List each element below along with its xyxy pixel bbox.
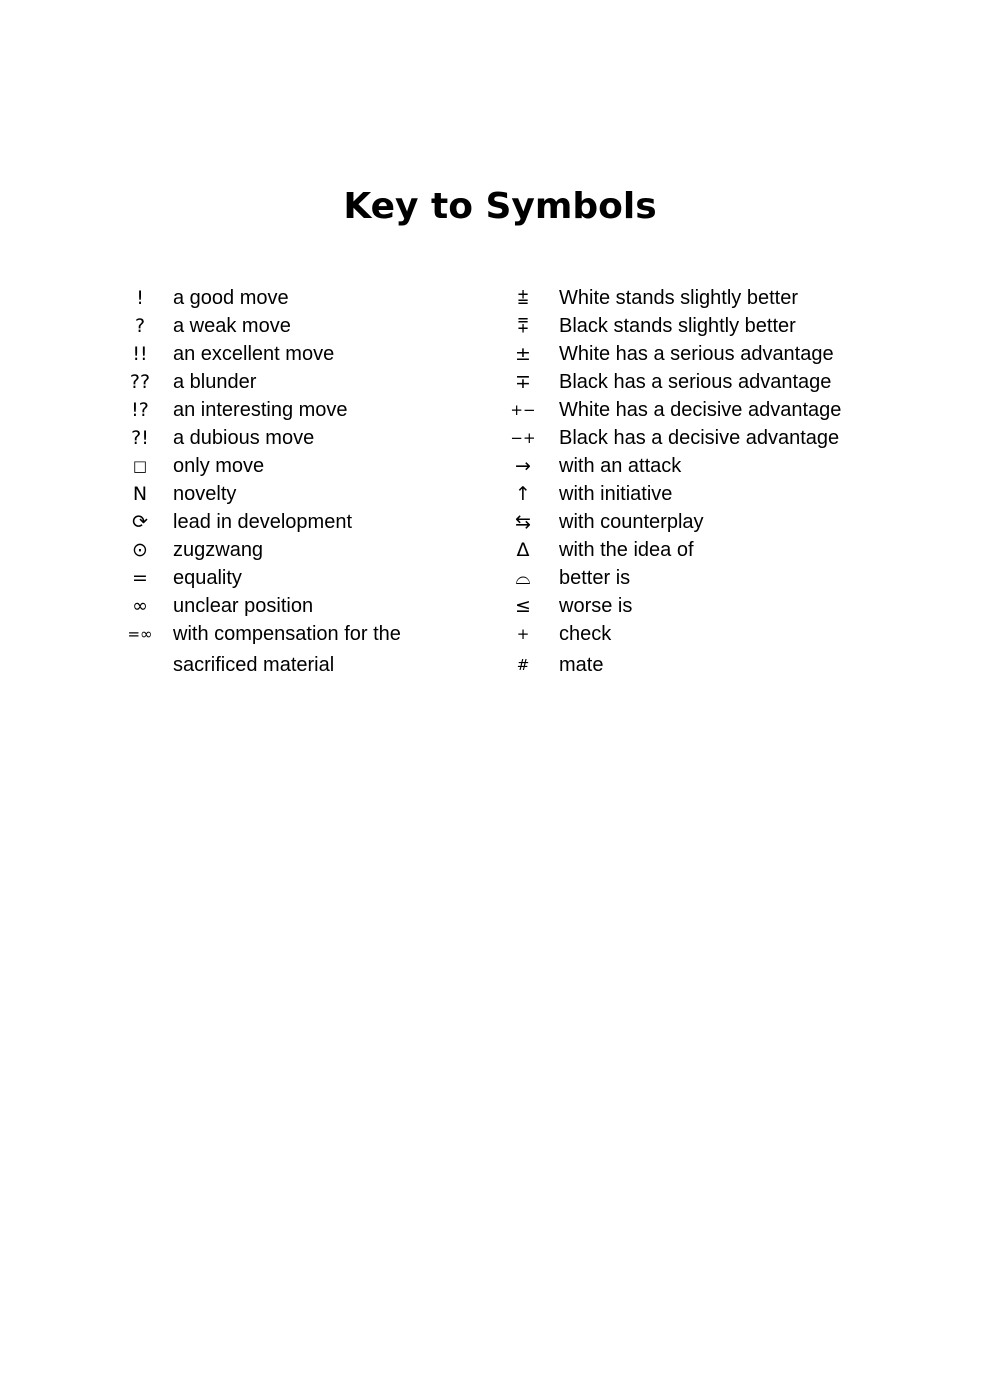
excellent-move-symbol: !! [132,343,148,365]
compensation-label: with compensation for the [173,623,401,645]
symbol-row-with-attack [506,452,886,480]
interesting-move-label: an interesting move [173,399,348,421]
symbol-row-worse-is [506,592,886,620]
lead-in-development-label: lead in development [173,511,353,533]
black-serious-advantage-symbol: ∓ [515,371,531,393]
symbol-row-zugzwang [120,536,480,564]
blunder-symbol: ?? [129,371,151,393]
symbols-left-column [120,284,480,682]
weak-move-label: a weak move [173,315,291,337]
dubious-move-symbol: ?! [131,427,149,449]
novelty-label: novelty [173,483,237,505]
only-move-symbol: □ [132,457,148,475]
symbol-row-white-slightly-better [506,284,886,312]
good-move-label: a good move [173,287,289,309]
mate-symbol: # [516,656,530,674]
with-initiative-label: with initiative [559,483,673,505]
black-decisive-advantage-symbol: −+ [510,429,536,447]
symbol-row-compensation-continued [120,648,480,682]
symbol-row-equality [120,564,480,592]
symbol-row-only-move [120,452,480,480]
novelty-symbol: N [132,483,148,505]
equality-symbol: = [132,567,148,589]
counterplay-arrows-icon: ⇆ [515,511,531,533]
excellent-move-label: an excellent move [173,343,335,365]
symbol-row-white-decisive-advantage [506,396,886,424]
symbol-row-unclear-position [120,592,480,620]
better-is-label: better is [559,567,631,589]
symbol-row-lead-in-development [120,508,480,536]
symbol-row-black-slightly-better [506,312,886,340]
black-slightly-better-symbol: ⩱ [517,315,529,337]
idea-of-label: with the idea of [559,539,694,561]
symbol-row-dubious-move [120,424,480,452]
initiative-arrow-icon: ↑ [515,483,531,505]
white-decisive-advantage-symbol: +− [510,401,536,419]
blunder-label: a blunder [173,371,257,393]
better-is-symbol: ⌓ [515,567,531,589]
check-label: check [559,623,612,645]
white-serious-advantage-symbol: ± [515,343,531,365]
worse-is-label: worse is [559,595,633,617]
symbol-row-interesting-move [120,396,480,424]
symbols-right-column [506,284,886,682]
page-title: Key to Symbols [343,186,657,227]
good-move-symbol: ! [136,287,144,309]
symbol-row-with-counterplay [506,508,886,536]
symbol-row-black-serious-advantage [506,368,886,396]
weak-move-symbol: ? [134,315,146,337]
worse-is-symbol: ≤ [515,595,531,617]
check-symbol: + [516,625,530,643]
compensation-continued-label: sacrificed material [173,654,335,676]
dubious-move-label: a dubious move [173,427,315,449]
white-serious-advantage-label: White has a serious advantage [559,343,834,365]
black-serious-advantage-label: Black has a serious advantage [559,371,832,393]
symbol-row-mate [506,648,886,682]
symbol-row-novelty [120,480,480,508]
lead-in-development-symbol: ⟳ [132,511,148,533]
white-slightly-better-label: White stands slightly better [559,287,798,309]
black-slightly-better-label: Black stands slightly better [559,315,796,337]
mate-label: mate [559,654,604,676]
symbol-row-blunder [120,368,480,396]
attack-arrow-icon: → [515,455,531,477]
with-counterplay-label: with counterplay [559,511,704,533]
symbol-row-with-initiative [506,480,886,508]
symbol-row-weak-move [120,312,480,340]
symbol-row-better-is [506,564,886,592]
interesting-move-symbol: !? [131,399,149,421]
black-decisive-advantage-label: Black has a decisive advantage [559,427,840,449]
zugzwang-label: zugzwang [173,539,264,561]
symbol-row-compensation [120,620,480,648]
symbol-row-white-serious-advantage [506,340,886,368]
only-move-label: only move [173,455,265,477]
symbol-row-check [506,620,886,648]
with-attack-label: with an attack [559,455,682,477]
symbol-row-good-move [120,284,480,312]
white-decisive-advantage-label: White has a decisive advantage [559,399,842,421]
compensation-symbol: =∞ [127,625,153,643]
idea-of-symbol: Δ [516,539,530,561]
zugzwang-symbol: ⊙ [132,539,148,561]
white-slightly-better-symbol: ⩲ [517,287,529,309]
equality-label: equality [173,567,242,589]
symbol-row-excellent-move [120,340,480,368]
unclear-position-symbol: ∞ [132,595,148,617]
unclear-position-label: unclear position [173,595,314,617]
symbol-row-black-decisive-advantage [506,424,886,452]
symbol-row-idea-of [506,536,886,564]
